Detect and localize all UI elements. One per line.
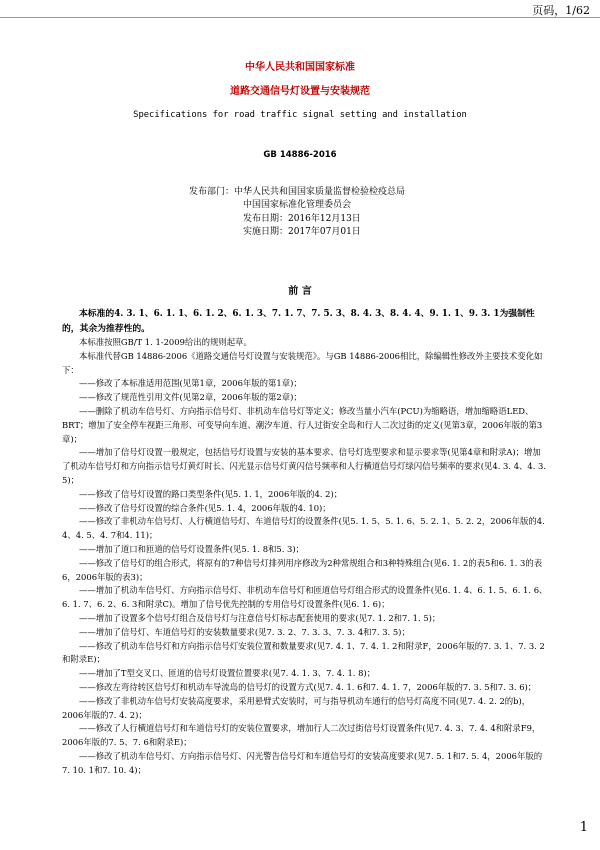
change-item: ——修改了非机动车信号灯、人行横道信号灯、车道信号灯的设置条件(见5. 1. 5、5. 1. 6、5. 2. 1、5. 2. 2，2006年版的4. 4、4. 5、4. 7和4. 11)； (62, 516, 545, 541)
document-title-english: Specifications for road traffic signal setting and installation (133, 110, 467, 120)
header-divider (0, 17, 600, 18)
publisher-line-2: 中国国家标准化管理委员会 (243, 200, 352, 211)
change-item: ——修改了本标准适用范围(见第1章，2006年版的第1章)； (79, 378, 302, 389)
change-item: ——修改了信号灯设置的路口类型条件(见5. 1. 1，2006年版的4. 2)； (79, 488, 343, 499)
change-item: ——修改了规范性引用文件(见第2章，2006年版的第2章)； (79, 392, 302, 403)
page-number: 1 (579, 820, 588, 835)
foreword-heading: 前 言 (288, 286, 312, 297)
standard-number: GB 14886-2016 (263, 150, 337, 160)
paragraph: 本标准代替GB 14886-2006《道路交通信号灯设置与安装规范》。与GB 14886-2006相比，除编辑性修改外主要技术变化如下： (62, 350, 543, 375)
change-item: ——修改了非机动车信号灯安装高度要求，采用悬臂式安装时，可与指导机动车通行的信号灯高度不同(见7. 4. 2. 2的b)，2006年版的7. 4. 2)； (62, 695, 531, 720)
change-item: ——增加了道口和匝道的信号灯设置条件(见5. 1. 8和5. 3)； (79, 543, 305, 554)
change-item: ——增加了T型交叉口、匝道的信号灯设置位置要求(见7. 4. 1. 3、7. 4. 1. 8)； (79, 668, 376, 679)
mandatory-clause-paragraph: 本标准的4. 3. 1、6. 1. 1、6. 1. 2、6. 1. 3、7. 1. 7、7. 5. 3、8. 4. 3、8. 4. 4、9. 1. 1、9. 3. 1为强制性的，其余为推荐性的。 (62, 309, 535, 334)
change-item: ——删除了机动车信号灯、方向指示信号灯、非机动车信号灯等定义；修改当量小汽车(PCU)为缩略语，增加缩略语LED、BRT；增加了安全停车视距三角形、可变导向车道、潮汐车道、行人过街安全岛和行人二次过街的定义(见第3章，2006年版的第3章)； (62, 405, 543, 444)
publish-date: 发布日期：2016年12月13日 (243, 213, 361, 224)
paragraph: 本标准按照GB/T 1. 1-2009给出的规则起草。 (79, 337, 252, 347)
change-item: ——增加了信号灯、车道信号灯的安装数量要求(见7. 3. 2、7. 3. 3、7. 3. 4和7. 3. 5)； (79, 626, 410, 637)
change-item: ——修改了信号灯设置的综合条件(见5. 1. 4，2006年版的4. 10)； (79, 502, 331, 513)
change-item: ——修改了机动车信号灯和方向指示信号灯安装位置和数量要求(见7. 4. 1、7. 4. 1. 2和附录F，2006年版的7. 3. 1、7. 3. 2和附录E)； (62, 640, 545, 665)
effective-date: 实施日期：2017年07月01日 (243, 227, 361, 238)
change-item: ——增加了机动车信号灯、方向指示信号灯、非机动车信号灯和匝道信号灯组合形式的设置条件(见6. 1. 4、6. 1. 5、6. 1. 6、6. 1. 7、6. 2、6. 3和附录C)。增加了信号优先控制的专用信号灯设置条件(见6. 1. 6)； (62, 585, 548, 610)
page-counter: 页码，1/62 (532, 4, 590, 17)
foreword-body (62, 307, 548, 778)
publication-info (189, 186, 405, 240)
change-item: ——修改了机动车信号灯、方向指示信号灯、闪光警告信号灯和车道信号灯的安装高度要求(见7. 5. 1和7. 5. 4，2006年版的7. 10. 1和7. 10. 4)； (62, 750, 543, 775)
change-item: ——修改了人行横道信号灯和车道信号灯的安装位置要求，增加行人二次过街信号灯设置条件(见7. 4. 3、7. 4. 4和附录F9，2006年版的7. 5、7. 6和附录E)； (62, 723, 541, 748)
issuing-country-title: 中华人民共和国国家标准 (245, 62, 355, 73)
change-item: ——增加了设置多个信号灯组合及信号灯与注意信号灯标志配套使用的要求(见7. 1. 2和7. 1. 5)； (79, 612, 441, 623)
change-item: ——修改了信号灯的组合形式，将原有的7种信号灯排列用序修改为2种常规组合和3种特殊组合(见6. 1. 2的表5和6. 1. 3的表6，2006年版的表3)； (62, 557, 543, 582)
publisher-line: 发布部门：中华人民共和国国家质量监督检验检疫总局 (189, 187, 406, 197)
change-item: ——修改左弯待转区信号灯和机动车导流岛的信号灯的设置方式(见7. 4. 1. 6和7. 4. 1. 7，2006年版的7. 3. 5和7. 3. 6)； (79, 681, 537, 692)
document-title-chinese: 道路交通信号灯设置与安装规范 (230, 86, 370, 97)
change-item: ——增加了信号灯设置一般规定，包括信号灯设置与安装的基本要求、信号灯选型要求和显示要求等(见第4章和附录A)；增加了机动车信号灯和方向指示信号灯黄灯时长、闪光显示信号灯黄闪信号频率和人行横道信号灯绿闪信号频率的要求(见4. 3. 4、4. 3. 5)； (62, 447, 547, 485)
